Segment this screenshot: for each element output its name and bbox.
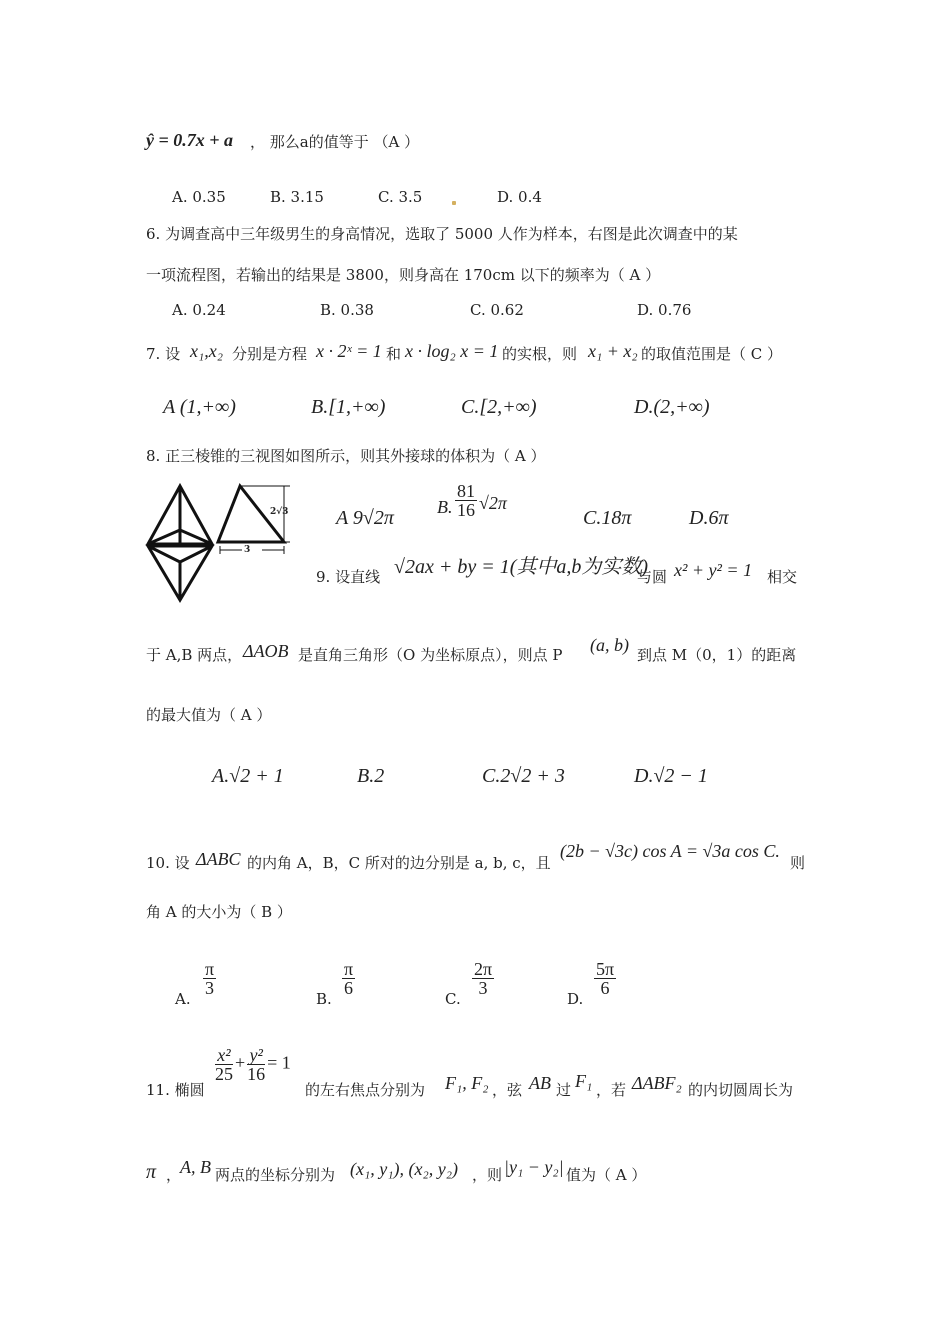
- q7-sum: x₁ + x₂: [588, 341, 638, 361]
- width-label: 3: [244, 545, 251, 555]
- q11-triangle: ΔABF₂: [632, 1073, 682, 1093]
- q10-option-a-num: π: [205, 959, 215, 979]
- q5-option-c: C. 3.5: [378, 188, 423, 206]
- q8-option-a: A 9√2π: [336, 507, 394, 529]
- q10-suffix: 则: [790, 854, 806, 872]
- q6-option-c: C. 0.62: [470, 301, 524, 319]
- q8-option-b-tail: √2π: [479, 493, 507, 513]
- ellipse-equation: $\frac{\text{x²}}{25}$ + $\frac{\text{y²}}{16}$ = 1: [215, 1045, 291, 1084]
- q10-option-a-den: 3: [205, 978, 215, 998]
- q8-option-b-denominator: 16: [457, 500, 475, 520]
- q6-option-b: B. 0.38: [320, 301, 374, 319]
- q9-line-equation: √2ax + by = 1(其中a,b为实数): [394, 556, 649, 578]
- q7-equation-1: x · 2ˣ = 1: [316, 341, 382, 361]
- q11-y-num: y²: [249, 1045, 263, 1065]
- q9-triangle: ΔAOB: [243, 641, 289, 661]
- q11-prefix: 11. 椭圆: [146, 1081, 205, 1099]
- q5-option-a: A. 0.35: [172, 188, 226, 206]
- q9-option-a: A.√2 + 1: [212, 765, 284, 787]
- q11-line2-a: ，: [166, 1166, 182, 1184]
- q9-suffix: 相交: [767, 568, 798, 586]
- q5-text: ， 那么a的值等于 （A ）: [250, 133, 420, 151]
- q6-option-a: A. 0.24: [172, 301, 226, 319]
- q11-line2-b: 两点的坐标分别为: [215, 1166, 336, 1184]
- stray-mark: [452, 201, 456, 205]
- q7-suffix: 的取值范围是（ C ）: [641, 345, 783, 363]
- q10-option-b-fraction: [342, 960, 355, 997]
- q11-coords: (x₁, y₁), (x₂, y₂): [350, 1159, 458, 1179]
- q7-option-b: B.[1,+∞): [311, 396, 386, 418]
- q10-equation: (2b − √3c) cos A = √3a cos C.: [560, 841, 780, 861]
- q8-option-c: C.18π: [583, 507, 632, 529]
- q6-option-d: D. 0.76: [637, 301, 692, 319]
- q7-mid-3: 的实根，则: [502, 345, 578, 363]
- q11-line2-c: ，则: [472, 1166, 503, 1184]
- q6-line-1: 6. 为调查高中三年级男生的身高情况，选取了 5000 人作为样本，右图是此次调查中的某: [146, 225, 738, 243]
- q9-line2-a: 于 A,B 两点，: [146, 646, 243, 664]
- q10-mid: 的内角 A，B，C 所对的边分别是 a, b, c，且: [247, 854, 551, 872]
- q9-line2-c: 到点 M（0，1）的距离: [637, 646, 797, 664]
- q10-option-c-den: 3: [478, 978, 488, 998]
- q11-line2-d: 值为（ A ）: [566, 1166, 647, 1184]
- q6-line-2: 一项流程图，若输出的结果是 3800，则身高在 170cm 以下的频率为（ A ）: [146, 266, 661, 284]
- q11-mid-1: 的左右焦点分别为: [305, 1081, 426, 1099]
- q10-option-d-fraction: [594, 960, 616, 997]
- q10-option-d-num: 5π: [596, 959, 615, 979]
- q11-mid-4: ，若: [596, 1081, 627, 1099]
- q5-option-d: D. 0.4: [497, 188, 542, 206]
- q10-option-b-letter: B.: [316, 990, 332, 1008]
- q11-mid-3: 过: [556, 1081, 572, 1099]
- q9-option-b: B.2: [357, 765, 385, 787]
- q5-option-b: B. 3.15: [270, 188, 324, 206]
- q10-option-c-num: 2π: [474, 959, 493, 979]
- q11-x-num: x²: [217, 1045, 231, 1065]
- q7-mid-2: 和: [386, 345, 402, 363]
- q11-pi: π: [146, 1161, 157, 1183]
- q10-prefix: 10. 设: [146, 854, 190, 872]
- q9-mid: 与圆: [637, 568, 668, 586]
- q10-option-c-letter: C.: [445, 990, 461, 1008]
- q10-option-b-den: 6: [344, 978, 354, 998]
- q7-vars: x₁,x₂: [190, 341, 223, 361]
- q11-f1: F₁: [575, 1071, 593, 1091]
- q11-abs: |y₁ − y₂|: [504, 1157, 564, 1177]
- q11-suffix: 的内切圆周长为: [688, 1081, 794, 1099]
- three-view-drawing: [144, 482, 304, 604]
- q10-option-a-fraction: [203, 960, 216, 997]
- q7-option-c: C.[2,+∞): [461, 396, 537, 418]
- q9-option-d: D.√2 − 1: [634, 765, 708, 787]
- q7-option-a: A (1,+∞): [163, 396, 236, 418]
- q9-option-c: C.2√2 + 3: [482, 765, 565, 787]
- q9-prefix: 9. 设直线: [316, 568, 381, 586]
- q10-option-b-num: π: [344, 959, 354, 979]
- q10-option-c-fraction: [472, 960, 494, 997]
- q10-option-a-letter: A.: [175, 990, 191, 1008]
- q10-line2: 角 A 的大小为（ B ）: [146, 903, 292, 921]
- q8-option-b-numerator: 81: [457, 481, 475, 501]
- q10-option-d-den: 6: [600, 978, 610, 998]
- q8-option-b-fraction: [455, 482, 477, 519]
- q9-circle-equation: x² + y² = 1: [674, 560, 753, 580]
- q8-option-b-letter: B.: [437, 497, 453, 517]
- q8-text: 8. 正三棱锥的三视图如图所示，则其外接球的体积为（ A ）: [146, 447, 546, 465]
- q8-option-d: D.6π: [689, 507, 729, 529]
- q7-mid-1: 分别是方程: [232, 345, 308, 363]
- q11-x-den: 25: [215, 1064, 233, 1084]
- q11-y-den: 16: [247, 1064, 266, 1084]
- regression-formula: ŷ = 0.7x + a: [146, 130, 234, 150]
- q11-mid-2: ，弦: [492, 1081, 523, 1099]
- q11-chord: AB: [529, 1073, 551, 1093]
- q10-option-d-letter: D.: [567, 990, 584, 1008]
- height-label: 2√3: [270, 507, 289, 517]
- q9-line3: 的最大值为（ A ）: [146, 706, 272, 724]
- q9-point: (a, b): [590, 635, 629, 655]
- q11-points: A, B: [180, 1157, 211, 1177]
- q11-foci: F₁, F₂: [445, 1073, 489, 1093]
- q7-equation-2: x · log₂ x = 1: [405, 341, 499, 361]
- q9-line2-b: 是直角三角形（O 为坐标原点），则点 P: [298, 646, 563, 664]
- q11-eq-tail: = 1: [267, 1052, 291, 1073]
- q7-prefix: 7. 设: [146, 345, 181, 363]
- q10-triangle: ΔABC: [196, 849, 241, 869]
- q7-option-d: D.(2,+∞): [634, 396, 710, 418]
